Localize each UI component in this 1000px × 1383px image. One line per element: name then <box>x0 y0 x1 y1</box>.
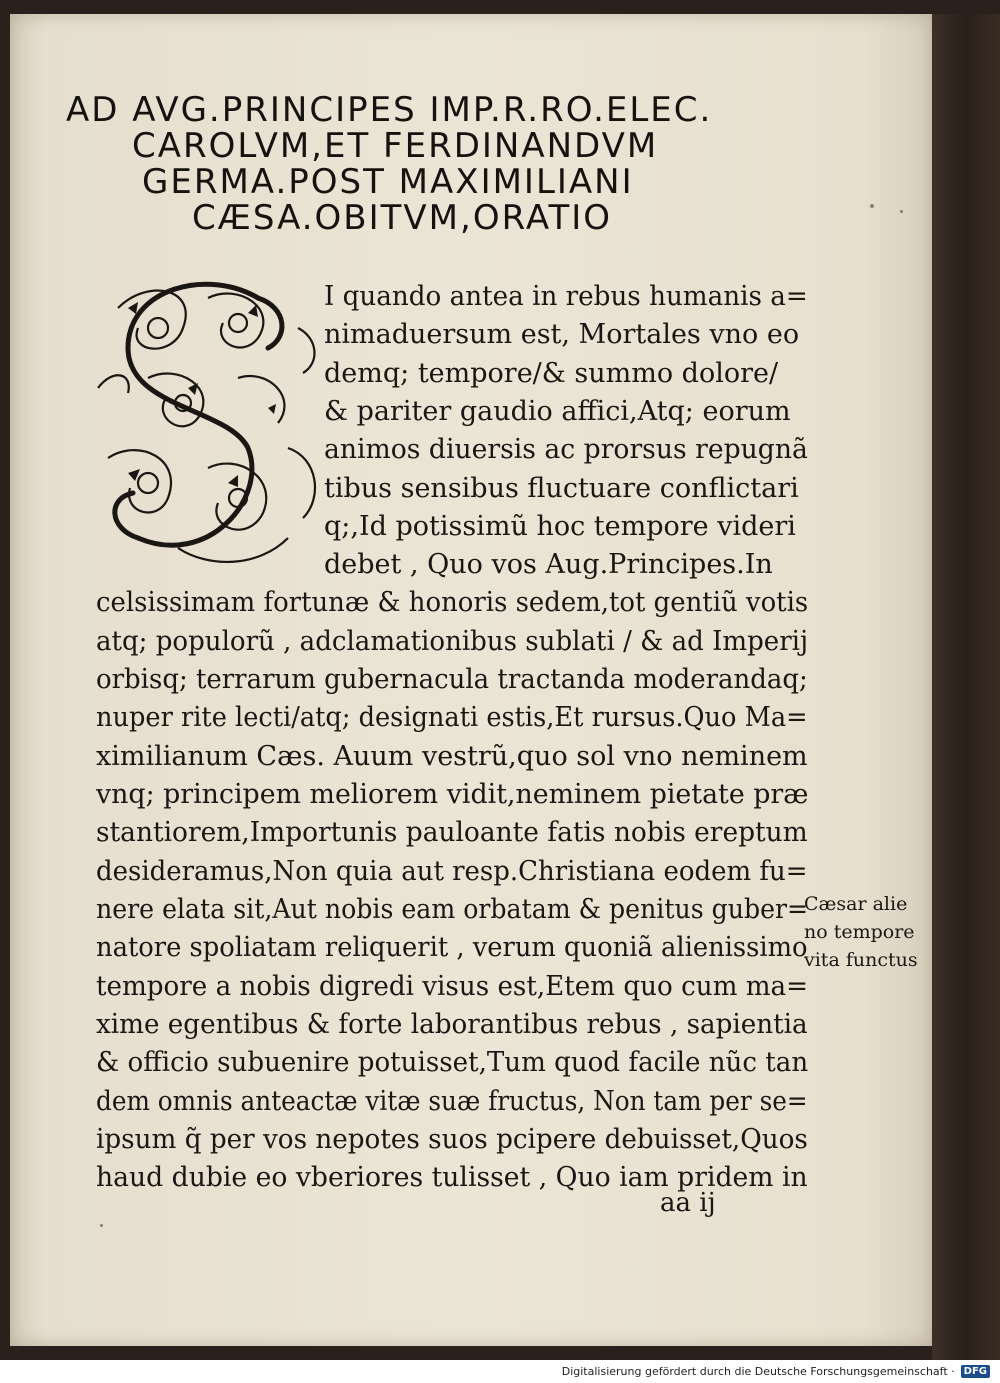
marginal-note-line: Cæsar alie <box>804 893 908 915</box>
text-line: nimaduersum est, Mortales vno eo <box>324 319 800 350</box>
text-line: celsissimam fortunæ & honoris sedem,tot gentiũ votis <box>96 587 809 618</box>
text-line: & officio subuenire potuisset,Tum quod facile nũc tan <box>96 1047 809 1078</box>
text-line: desideramus,Non quia aut resp.Christiana eodem fu= <box>96 856 808 887</box>
heading-line-3: GERMA.POST MAXIMILIANI <box>142 162 634 202</box>
paper-speck <box>900 210 903 213</box>
dfg-logo: DFG <box>961 1365 990 1378</box>
text-line: ipsum q̃ per vos nepotes suos pcipere debuisset,Quos <box>96 1124 808 1155</box>
heading-line-4: CÆSA.OBITVM,ORATIO <box>192 198 613 238</box>
paper-speck <box>870 204 874 208</box>
text-line: orbisq; terrarum gubernacula tractanda moderandaq; <box>96 664 808 695</box>
text-line: stantiorem,Importunis pauloante fatis nobis ereptum <box>96 817 808 848</box>
text-line: nuper rite lecti/atq; designati estis,Et rursus.Quo Ma= <box>96 702 808 733</box>
text-line: atq; populorũ , adclamationibus sublati / & ad Imperij <box>96 626 809 657</box>
text-line: animos diuersis ac prorsus repugnã <box>324 434 808 465</box>
decorated-initial-s-image <box>88 268 326 584</box>
footer-credit <box>562 1363 990 1379</box>
heading-line-1: AD AVG.PRINCIPES IMP.R.RO.ELEC. <box>66 90 713 130</box>
text-line: xime egentibus & forte laborantibus rebus , sapientia <box>96 1009 808 1040</box>
page-heading <box>60 92 780 236</box>
heading-line-2: CAROLVM,ET FERDINANDVM <box>132 126 659 166</box>
text-line: haud dubie eo vberiores tulisset , Quo iam pridem in <box>96 1162 808 1193</box>
text-line: tempore a nobis digredi visus est,Etem quo cum ma= <box>96 971 809 1002</box>
text-line: & pariter gaudio affici,Atq; eorum <box>324 396 791 427</box>
marginal-note-line: no tempore <box>804 921 915 943</box>
text-line: vnq; principem meliorem vidit,neminem pietate præ <box>96 779 809 810</box>
text-line: I quando antea in rebus humanis a= <box>324 281 808 312</box>
text-line: nere elata sit,Aut nobis eam orbatam & penitus guber= <box>96 894 809 925</box>
paper-speck <box>100 1224 103 1227</box>
footer-text: Digitalisierung gefördert durch die Deutsche Forschungsgemeinschaft · <box>561 1364 955 1378</box>
text-line: natore spoliatam reliquerit , verum quoniã alienissimo <box>96 932 808 963</box>
book-spine <box>932 14 1000 1360</box>
text-line: debet , Quo vos Aug.Principes.In <box>324 549 773 580</box>
text-line: demq; tempore/& summo dolore/ <box>324 358 779 389</box>
text-line: ximilianum Cæs. Auum vestrũ,quo sol vno neminem <box>96 741 808 772</box>
text-line: tibus sensibus fluctuare conflictari <box>324 473 799 504</box>
marginal-note-line: vita functus <box>804 949 918 971</box>
text-line: q;,Id potissimũ hoc tempore videri <box>324 511 796 542</box>
marginal-note <box>804 890 918 974</box>
signature-mark: aa ij <box>660 1188 716 1218</box>
text-line: dem omnis anteactæ vitæ suæ fructus, Non tam per se= <box>96 1086 808 1117</box>
